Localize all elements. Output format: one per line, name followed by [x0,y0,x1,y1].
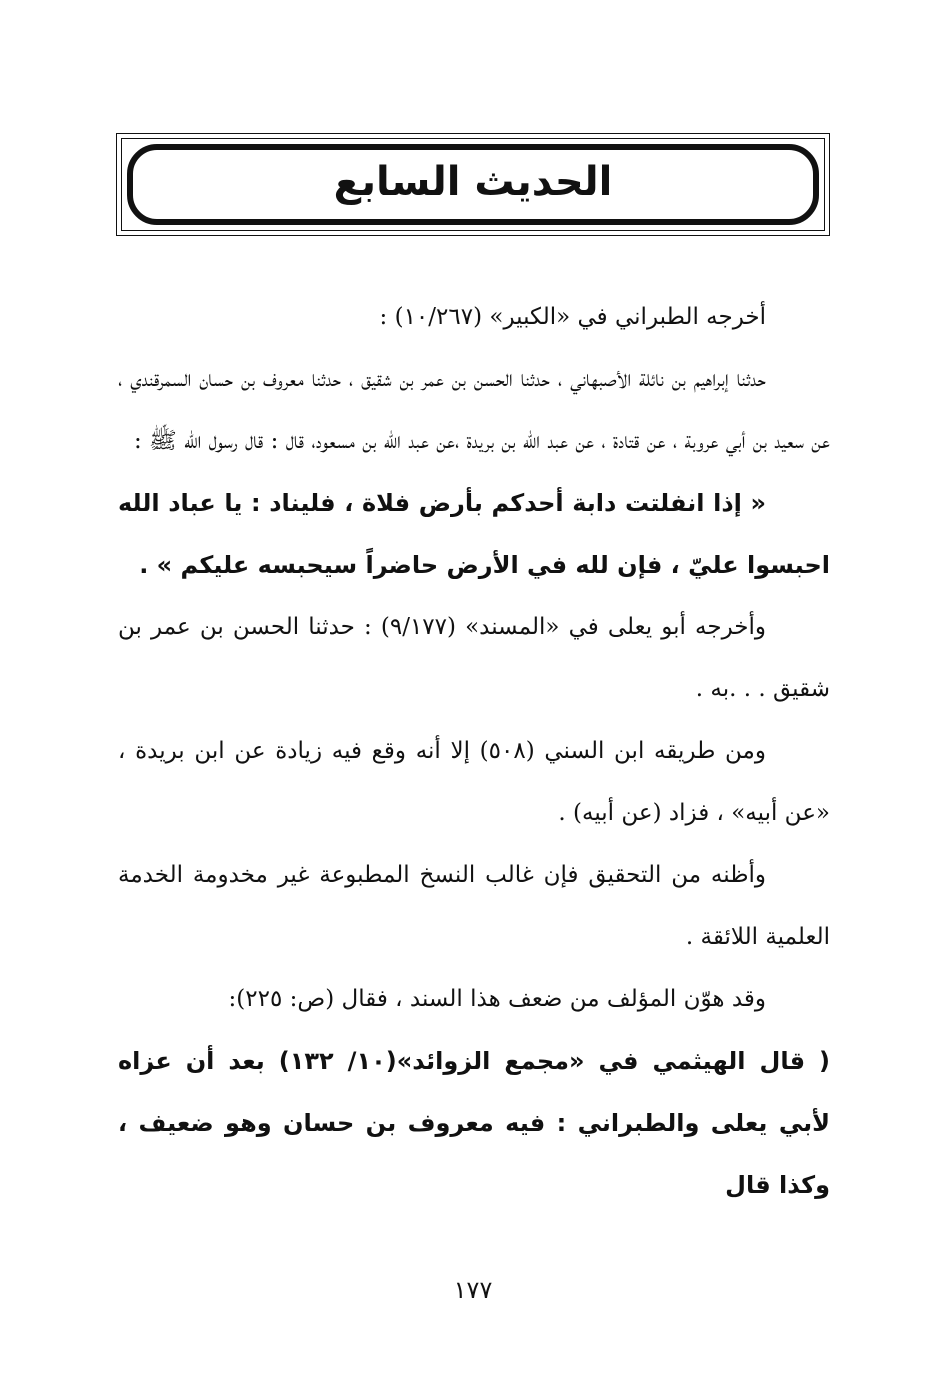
paragraph-tahqiq: وأظنه من التحقيق فإن غالب النسخ المطبوعة غير مخدومة الخدمة العلمية اللائقة . [118,862,830,950]
chapter-title: الحديث السابع [333,158,613,205]
paragraph-hadith: « إذا انفلتت دابة أحدكم بأرض فلاة ، فليناد : يا عباد الله احبسوا عليّ ، فإن لله في الأرض حاضراً سيحبسه عليكم » . [118,489,830,579]
page-number: ١٧٧ [453,1276,493,1304]
paragraph-abu-yala: وأخرجه أبو يعلى في «المسند» (٩/١٧٧) : حدثنا الحسن بن عمر بن شقيق . . .به . [118,614,830,702]
paragraph-intro: أخرجه الطبراني في «الكبير» (١٠/٢٦٧) : [379,304,766,330]
title-box [127,144,819,225]
title-frame [116,133,830,236]
paragraph-haythami-quote: ( قال الهيثمي في «مجمع الزوائد»(١٠/ ١٣٢) بعد أن عزاه لأبي يعلى والطبراني : فيه معروف بن حسان وهو ضعيف ، وكذا قال [118,1047,830,1199]
body-text [118,286,830,1216]
paragraph-ibn-sunni: ومن طريقه ابن السني (٥٠٨) إلا أنه وقع فيه زيادة عن ابن بريدة ، «عن أبيه» ، فزاد (عن أبيه) . [118,738,830,826]
paragraph-isnad: حدثنا إبراهيم بن نائلة الأصبهاني ، حدثنا الحسن بن عمر بن شقيق ، حدثنا معروف بن حسان السمرقندي ، عن سعيد بن أبي عروبة ، عن قتادة ، عن عبد الله بن بريدة ،عن عبد الله بن مسعود، قال : قال رسول الله ﷺ : [118,366,830,454]
paragraph-author-note: وقد هوّن المؤلف من ضعف هذا السند ، فقال (ص: ٢٢٥): [228,986,766,1012]
